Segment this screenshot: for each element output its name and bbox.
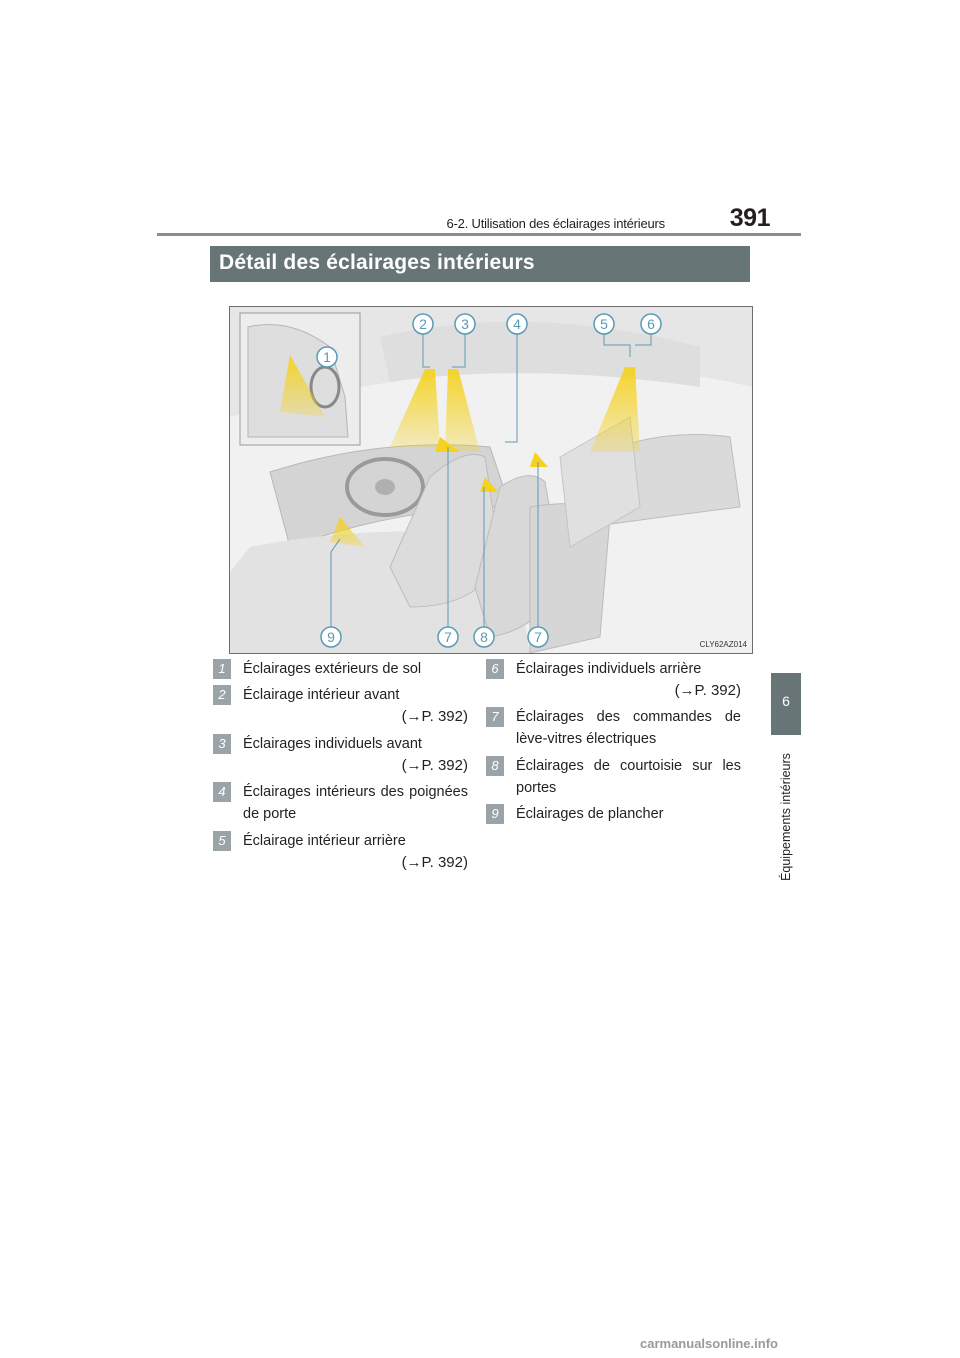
legend-text: Éclairages individuels arrière	[516, 661, 702, 677]
callout-9: 9	[327, 629, 335, 645]
page-reference-link[interactable]: (→P. 392)	[401, 708, 468, 725]
callout-5: 5	[600, 316, 608, 332]
legend-item-6	[486, 659, 741, 703]
legend-item-3	[213, 734, 468, 778]
legend-text: Éclairages individuels avant	[243, 736, 422, 752]
legend-number: 8	[486, 756, 504, 776]
legend-number: 4	[213, 782, 231, 802]
callout-inset: 1	[323, 349, 331, 365]
callout-6: 6	[647, 316, 655, 332]
legend-item-8	[486, 756, 741, 800]
legend-number: 5	[213, 831, 231, 851]
header-rule	[157, 233, 801, 236]
legend-item-5	[213, 831, 468, 875]
chapter-number: 6	[782, 693, 790, 709]
legend-item-9	[486, 804, 741, 826]
legend-number: 6	[486, 659, 504, 679]
header-section-title: 6-2. Utilisation des éclairages intérieurs	[446, 216, 665, 231]
callout-2: 2	[419, 316, 427, 332]
legend-text: Éclairages intérieurs des poignées de porte	[243, 784, 468, 822]
legend-item-2	[213, 685, 468, 729]
legend-item-4	[213, 782, 468, 826]
section-title: Détail des éclairages intérieurs	[219, 251, 535, 274]
watermark: carmanualsonline.info	[640, 1336, 778, 1351]
legend-number: 1	[213, 659, 231, 679]
callout-4: 4	[513, 316, 521, 332]
chapter-tab[interactable]	[771, 673, 801, 735]
legend-item-7	[486, 707, 741, 751]
callout-7b: 7	[534, 629, 542, 645]
car-interior-drawing	[230, 307, 752, 653]
legend-number: 3	[213, 734, 231, 754]
page-reference-link[interactable]: (→P. 392)	[401, 854, 468, 871]
chapter-label-text: Équipements intérieurs	[779, 753, 793, 881]
callout-7a: 7	[444, 629, 452, 645]
callout-8: 8	[480, 629, 488, 645]
legend-item-1	[213, 659, 468, 681]
section-title-banner	[210, 246, 750, 282]
page-reference-link[interactable]: (→P. 392)	[401, 757, 468, 774]
legend-text: Éclairages de courtoisie sur les portes	[516, 758, 741, 796]
legend-number: 2	[213, 685, 231, 705]
callout-3: 3	[461, 316, 469, 332]
legend-text: Éclairage intérieur avant	[243, 687, 400, 703]
car-interior-illustration	[229, 306, 753, 654]
illustration-code: CLY62AZ014	[699, 640, 747, 649]
legend-number: 7	[486, 707, 504, 727]
legend-text: Éclairage intérieur arrière	[243, 833, 406, 849]
chapter-label	[768, 742, 804, 892]
page-number: 391	[729, 204, 770, 232]
legend-text: Éclairages des commandes de lève-vitres électriques	[516, 709, 741, 747]
legend-text: Éclairages extérieurs de sol	[243, 661, 422, 677]
legend-number: 9	[486, 804, 504, 824]
page-reference-link[interactable]: (→P. 392)	[674, 682, 741, 699]
legend-text: Éclairages de plancher	[516, 806, 664, 822]
